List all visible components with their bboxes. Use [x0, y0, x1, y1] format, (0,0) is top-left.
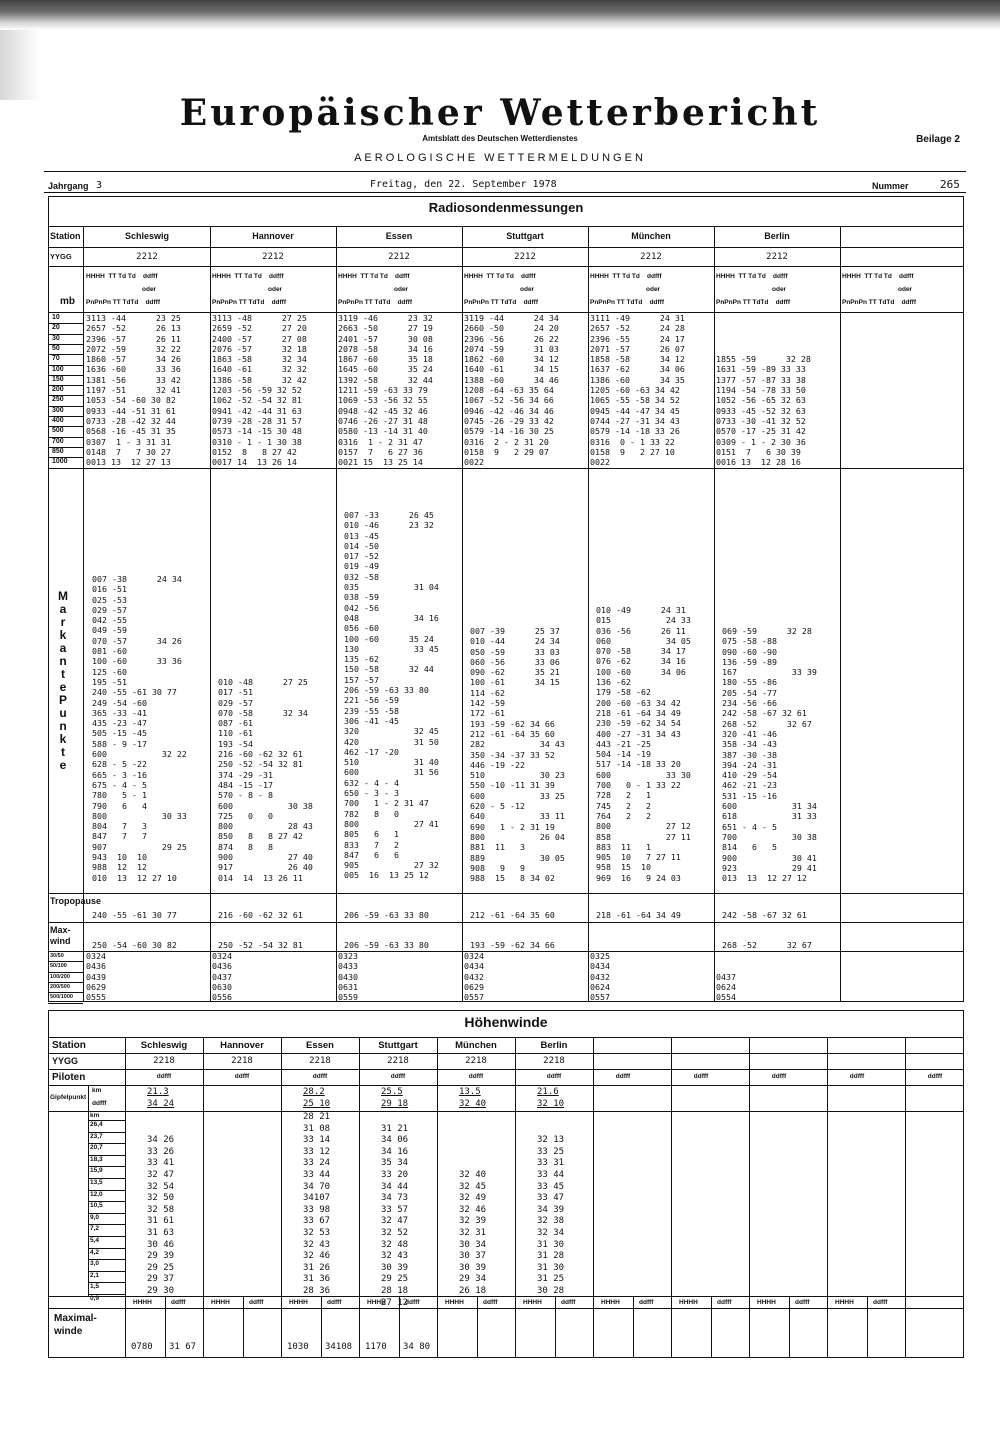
height-divider [88, 1178, 125, 1179]
winds-ddfff-head: ddfff [156, 1073, 172, 1080]
height-level: 2,1 [90, 1271, 100, 1279]
markante-punkte-letter: e [59, 758, 67, 772]
column-head-or: oder [394, 286, 409, 293]
yygg-value: 2212 [262, 252, 284, 262]
winds-ddfff-head: ddfff [927, 1073, 943, 1080]
summit-height: 25.5 [381, 1087, 403, 1097]
station-berlin: Berlin [764, 231, 790, 241]
yygg-value: 2212 [514, 252, 536, 262]
winds-yygg-value: 2218 [231, 1056, 253, 1066]
maximal-hhhh-head: HHHH [757, 1299, 776, 1306]
maximalwinde-label: Maximal-winde [54, 1313, 97, 1337]
stuttgart-special-points: 007 -39 25 37 010 -44 24 34 050 -59 33 03 060 -56 33 06 090 -62 35 21 100 -61 34 15 114 -62 142 -59 172 -61 193 -59 -62 34 66 212 -61 -64 35 60 282 34 43 350 -34 -37 33 52 446 -19 -22 510 30 23 550 -10 -11 31 39 600 33 25 620 - 5 -12 640 33 11 690 1 - 2 31 19 800 26 04 881 11 3 889 30 05 908 9 9 988 15 8 34 02 [470, 626, 565, 884]
gipfelpunkt-label: Gipfelpunkt [50, 1094, 87, 1101]
height-level: 9,0 [90, 1213, 100, 1221]
station-label: Station [50, 231, 81, 241]
level-divider [48, 395, 83, 396]
column-head-top: HHHH TT Td Td ddfff [842, 273, 914, 280]
maximal-divider [555, 1296, 556, 1358]
markante-punkte-letter: u [59, 706, 67, 720]
level-divider [48, 334, 83, 335]
height-divider [88, 1166, 125, 1167]
winds-station-name: Essen [306, 1040, 334, 1051]
column-head-or: oder [142, 286, 157, 293]
pressure-level: 200 [52, 386, 64, 394]
maxwind-value: 193 -59 -62 34 66 [470, 940, 555, 950]
header-rule-bottom [44, 192, 966, 193]
station-muenchen: München [631, 231, 671, 241]
height-divider [88, 1120, 125, 1121]
maximal-divider [399, 1296, 400, 1358]
level-divider [48, 354, 83, 355]
maximal-ddfff-head: ddfff [405, 1299, 420, 1306]
pressure-level: 250 [52, 396, 64, 404]
summit-height: 28.2 [303, 1087, 325, 1097]
schleswig-shear: 0324 0436 0439 0629 0555 [86, 951, 106, 1003]
level-divider [48, 344, 83, 345]
winds-ddfff-head: ddfff [312, 1073, 328, 1080]
yygg-label: YYGG [50, 252, 72, 261]
maximal-height: 1030 [287, 1342, 309, 1352]
level-divider [48, 437, 83, 438]
maximal-ddfff-head: ddfff [327, 1299, 342, 1306]
yygg-value: 2212 [388, 252, 410, 262]
summit-ddfff-label: ddfff [92, 1100, 107, 1107]
piloten-label: Piloten [52, 1072, 86, 1083]
berlin-special-points: 069 -59 32 28 075 -58 -88 090 -60 -90 136 -59 -89 167 33 39 180 -55 -86 205 -54 -77 234 -56 -66 242 -58 -67 32 61 268 -52 32 67 320 -41 -46 358 -34 -43 387 -30 -38 394 -24 -31 410 -29 -54 462 -21 -23 531 -15 -16 600 31 34 618 31 33 651 - 4 - 5 700 30 38 814 6 5 900 30 41 923 29 41 013 13 12 27 12 [722, 626, 817, 884]
winds-station-name: Berlin [540, 1040, 568, 1051]
maximal-wind: 34 80 [403, 1342, 431, 1352]
mb-label: mb [60, 296, 75, 307]
height-divider [88, 1155, 125, 1156]
wind-profile: 31 21 34 06 34 16 35 34 33 20 34 44 34 73 33 57 32 47 32 52 32 48 32 43 30 39 29 25 28 18 27 12 [381, 1123, 409, 1308]
winds-ddfff-head: ddfff [771, 1073, 787, 1080]
summit-height: 21.6 [537, 1087, 559, 1097]
column-head-bottom: PnPnPn TT TdTd ddfff [464, 299, 539, 306]
height-level: 20,7 [90, 1144, 103, 1152]
hannover-main-data: 3113 -48 27 25 2659 -52 27 20 2400 -57 27 08 2076 -57 32 18 1863 -58 32 34 1640 -61 32 32 1386 -58 32 42 1203 -56 -59 32 52 1062 -52 -54 32 81 0941 -42 -44 31 63 0739 -28 -28 31 57 0573 -14 -15 30 48 0310 - 1 - 1 30 38 0152 8 8 27 42 0017 14 13 26 14 [212, 313, 307, 468]
winds-station-label: Station [52, 1040, 86, 1051]
summit-wind: 29 18 [381, 1099, 409, 1109]
shear-layer-label: 30/50 [50, 953, 64, 959]
winds-station-name: Stuttgart [378, 1040, 418, 1051]
height-divider [88, 1132, 125, 1133]
summit-wind: 34 24 [147, 1099, 175, 1109]
level-divider [48, 447, 83, 448]
height-level: 26,4 [90, 1121, 103, 1128]
level-divider [48, 406, 83, 407]
maximal-ddfff-head: ddfff [561, 1299, 576, 1306]
column-head-top: HHHH TT Td Td ddfff [464, 273, 536, 280]
winds-yygg-label: YYGG [52, 1056, 79, 1066]
station-schleswig: Schleswig [124, 231, 169, 241]
level-divider [48, 416, 83, 417]
height-divider [88, 1259, 125, 1260]
height-divider [88, 1143, 125, 1144]
column-head-bottom: PnPnPn TT TdTd ddfff [716, 299, 791, 306]
height-divider [88, 1282, 125, 1283]
shear-layer-label: 200/500 [50, 983, 70, 990]
yygg-value: 2212 [766, 252, 788, 262]
maximal-hhhh-head: HHHH [835, 1299, 854, 1306]
pressure-level: 150 [52, 375, 64, 383]
maximal-wind: 34108 [325, 1342, 353, 1352]
section-title: AEROLOGISCHE WETTERMELDUNGEN [354, 152, 646, 164]
essen-shear: 0323 0433 0430 0631 0559 [338, 951, 358, 1003]
pressure-level: 70 [52, 355, 60, 363]
level-divider [48, 457, 83, 458]
number-label: Nummer [872, 181, 909, 191]
shear-divider [48, 972, 83, 973]
winds-ddfff-head: ddfff [468, 1073, 484, 1080]
muenchen-main-data: 3111 -49 24 31 2657 -52 24 28 2396 -55 24 17 2071 -57 26 07 1858 -58 34 12 1637 -62 34 06 1386 -60 34 35 1205 -60 -63 34 42 1065 -55 -58 34 52 0945 -44 -47 34 45 0744 -27 -31 34 43 0579 -14 -18 33 26 0316 0 - 1 33 22 0158 9 2 27 10 0022 [590, 313, 685, 468]
column-head-or: oder [772, 286, 787, 293]
page-title: Europäischer Wetterbericht [179, 92, 821, 134]
winds-ddfff-head: ddfff [390, 1073, 406, 1080]
height-level: 1,5 [90, 1283, 100, 1291]
maximal-hhhh-head: HHHH [289, 1299, 308, 1306]
column-head-top: HHHH TT Td Td ddfff [716, 273, 788, 280]
shear-layer-label: 50/100 [50, 963, 67, 970]
markante-punkte-letter: a [59, 602, 67, 616]
markante-punkte-letter: n [59, 654, 67, 668]
summit-height: 21.3 [147, 1087, 169, 1097]
height-level: 18,3 [90, 1155, 103, 1163]
pressure-level: 10 [52, 314, 60, 321]
maxwind-value: 250 -54 -60 30 82 [92, 940, 177, 950]
wind-profile: 34 26 33 26 33 41 32 47 32 54 32 50 32 58 31 61 31 63 30 46 29 39 29 25 29 37 29 30 [147, 1135, 175, 1296]
column-head-top: HHHH TT Td Td ddfff [590, 273, 662, 280]
maximal-ddfff-head: ddfff [795, 1299, 810, 1306]
maximal-divider [633, 1296, 634, 1358]
stuttgart-shear: 0324 0434 0432 0629 0557 [464, 951, 484, 1003]
wind-profile: 32 40 32 45 32 49 32 46 32 39 32 31 30 34 30 37 30 39 29 34 26 18 [459, 1169, 487, 1296]
winds-station-name: Hannover [220, 1040, 264, 1051]
markante-punkte-letter: t [61, 745, 65, 759]
maximal-ddfff-head: ddfff [483, 1299, 498, 1306]
hannover-shear: 0324 0436 0437 0630 0556 [212, 951, 232, 1003]
markante-punkte-letter: M [58, 589, 68, 603]
level-divider [48, 385, 83, 386]
summit-km-label: km [92, 1087, 102, 1094]
height-level: 13,5 [90, 1179, 103, 1186]
markante-punkte-letter: r [60, 615, 66, 629]
essen-main-data: 3119 -46 23 32 2663 -50 27 19 2401 -57 30 08 2078 -58 34 16 1867 -60 35 18 1645 -60 35 24 1392 -58 32 44 1211 -59 -63 33 79 1069 -53 -56 32 55 0948 -42 -45 32 46 0746 -26 -27 31 48 0580 -13 -14 31 40 0316 1 - 2 31 47 0157 7 6 27 36 0021 15 13 25 14 [338, 313, 433, 468]
station-hannover: Hannover [252, 231, 294, 241]
column-head-bottom: PnPnPn TT TdTd ddfff [842, 299, 917, 306]
tropopause-value: 212 -61 -64 35 60 [470, 910, 555, 920]
height-level: 15,9 [90, 1167, 103, 1175]
tropopause-value: 242 -58 -67 32 61 [722, 910, 807, 920]
winds-ddfff-head: ddfff [615, 1073, 631, 1080]
supplement-label: Beilage 2 [916, 134, 960, 145]
summit-wind: 32 40 [459, 1099, 487, 1109]
tropopause-value: 216 -60 -62 32 61 [218, 910, 303, 920]
level-divider [48, 323, 83, 324]
yygg-value: 2212 [640, 252, 662, 262]
winds-ddfff-head: ddfff [234, 1073, 250, 1080]
maxwind-value: 206 -59 -63 33 80 [344, 940, 429, 950]
maximal-ddfff-head: ddfff [717, 1299, 732, 1306]
winds-yygg-value: 2218 [543, 1056, 565, 1066]
height-divider [88, 1236, 125, 1237]
maximal-ddfff-head: ddfff [171, 1299, 186, 1306]
maximal-hhhh-head: HHHH [679, 1299, 698, 1306]
column-head-bottom: PnPnPn TT TdTd ddfff [338, 299, 413, 306]
column-head-top: HHHH TT Td Td ddfff [86, 273, 158, 280]
shear-divider [48, 1003, 83, 1004]
schleswig-main-data: 3113 -44 23 25 2657 -52 26 13 2396 -57 26 11 2072 -59 32 22 1860 -57 34 26 1636 -60 33 36 1381 -56 33 42 1197 -51 32 41 1053 -54 -60 30 82 0933 -44 -51 31 61 0733 -28 -42 32 44 0568 -16 -45 31 35 0307 1 - 3 31 31 0148 7 7 30 27 0013 13 12 27 13 [86, 313, 181, 468]
height-km-label: km [90, 1112, 100, 1119]
maxwind-value: 250 -52 -54 32 81 [218, 940, 303, 950]
station-essen: Essen [385, 231, 413, 241]
markante-punkte-letter: P [58, 693, 67, 707]
height-level: 23,7 [90, 1132, 103, 1140]
level-divider [48, 426, 83, 427]
muenchen-special-points: 010 -49 24 31 015 24 33 036 -56 26 11 060 34 05 070 -58 34 17 076 -62 34 16 100 -60 34 06 136 -62 179 -58 -62 200 -60 -63 34 42 218 -61 -64 34 49 230 -59 -62 34 54 400 -27 -31 34 43 443 -21 -25 504 -14 -19 517 -14 -18 33 20 600 33 30 700 0 - 1 33 22 728 2 1 745 2 2 764 2 2 800 27 12 858 27 11 883 11 1 905 10 7 27 11 958 15 10 969 16 9 24 03 [596, 605, 691, 883]
maximal-hhhh-head: HHHH [523, 1299, 542, 1306]
maximal-hhhh-head: HHHH [367, 1299, 386, 1306]
maximal-hhhh-head: HHHH [211, 1299, 230, 1306]
berlin-main-data: 1855 -59 32 28 1631 -59 -89 33 33 1377 -57 -87 33 38 1194 -54 -78 33 50 1052 -56 -65 32 63 0933 -45 -52 32 63 0733 -30 -41 32 52 0570 -17 -25 31 42 0309 - 1 - 2 30 36 0151 7 6 30 39 0016 13 12 28 16 [716, 354, 811, 468]
maximal-divider [165, 1296, 166, 1358]
level-divider [48, 375, 83, 376]
height-level: 7,2 [90, 1225, 100, 1233]
winds-title: Höhenwinde [464, 1014, 548, 1030]
pressure-level: 500 [52, 427, 64, 435]
height-divider [88, 1271, 125, 1272]
maximal-ddfff-head: ddfff [249, 1299, 264, 1306]
schleswig-special-points: 007 -38 24 34 016 -51 025 -53 029 -57 042 -55 049 -59 070 -57 34 26 081 -60 100 -60 33 36 125 -60 195 -51 240 -55 -61 30 77 249 -54 -60 365 -33 -41 435 -23 -47 505 -15 -45 588 - 9 -17 600 32 22 628 - 5 -22 665 - 3 -16 675 - 4 - 5 780 5 - 1 790 6 4 800 30 33 804 7 3 847 7 7 907 29 25 943 10 10 988 12 12 010 13 12 27 10 [92, 574, 187, 883]
height-divider [88, 1248, 125, 1249]
maxwind-value: 268 -52 32 67 [722, 940, 812, 950]
winds-station-name: Schleswig [140, 1040, 188, 1051]
maximal-divider [867, 1296, 868, 1358]
radiosonde-title: Radiosondenmessungen [428, 200, 584, 215]
maxwind-label: Max-wind [50, 925, 71, 946]
height-divider [88, 1190, 125, 1191]
tropopause-value: 206 -59 -63 33 80 [344, 910, 429, 920]
winds-ddfff-head: ddfff [693, 1073, 709, 1080]
subtitle: Amtsblatt des Deutschen Wetterdienstes [422, 134, 578, 143]
pressure-level: 50 [52, 344, 60, 352]
height-divider [88, 1201, 125, 1202]
height-level: 4,2 [90, 1248, 100, 1256]
header-rule-top [44, 171, 966, 172]
markante-punkte-letter: t [61, 667, 65, 681]
markante-punkte-label [56, 590, 70, 772]
winds-yygg-value: 2218 [153, 1056, 175, 1066]
height-divider [88, 1213, 125, 1214]
maximal-wind: 31 67 [169, 1342, 197, 1352]
markante-punkte-letter: n [59, 719, 67, 733]
markante-punkte-letter: k [59, 628, 67, 642]
station-stuttgart: Stuttgart [506, 231, 544, 241]
pressure-level: 700 [52, 437, 64, 445]
height-divider [88, 1224, 125, 1225]
column-head-or: oder [646, 286, 661, 293]
tropopause-value: 240 -55 -61 30 77 [92, 910, 177, 920]
height-level: 10,5 [90, 1202, 103, 1210]
pressure-level: 850 [52, 447, 64, 455]
pressure-level: 300 [52, 406, 64, 414]
summit-wind: 25 10 [303, 1099, 331, 1109]
issue-date: Freitag, den 22. September 1978 [370, 179, 557, 190]
maximal-hhhh-head: HHHH [445, 1299, 464, 1306]
pressure-level: 100 [52, 365, 64, 373]
markante-punkte-letter: e [59, 680, 67, 694]
height-level: 5,4 [90, 1237, 100, 1244]
tropopause-label: Tropopause [50, 896, 102, 906]
winds-yygg-value: 2218 [309, 1056, 331, 1066]
maximal-divider [789, 1296, 790, 1358]
winds-ddfff-head: ddfff [849, 1073, 865, 1080]
tropopause-value: 218 -61 -64 34 49 [596, 910, 681, 920]
maximal-ddfff-head: ddfff [639, 1299, 654, 1306]
level-divider [48, 365, 83, 366]
maximal-divider [321, 1296, 322, 1358]
muenchen-shear: 0325 0434 0432 0624 0557 [590, 951, 610, 1003]
stuttgart-main-data: 3119 -44 24 34 2660 -50 24 20 2396 -56 26 22 2074 -59 31 03 1862 -60 34 12 1640 -61 34 15 1388 -60 34 46 1208 -64 -63 35 64 1067 -52 -56 34 66 0946 -42 -46 34 46 0745 -26 -29 33 42 0579 -14 -16 30 25 0316 2 - 2 31 20 0158 9 2 29 07 0022 [464, 313, 559, 468]
pressure-level: 1000 [52, 458, 68, 466]
shear-divider [48, 982, 83, 983]
shear-divider [48, 992, 83, 993]
column-head-top: HHHH TT Td Td ddfff [212, 273, 284, 280]
column-head-bottom: PnPnPn TT TdTd ddfff [590, 299, 665, 306]
column-head-or: oder [520, 286, 535, 293]
maximal-divider [243, 1296, 244, 1358]
pressure-level: 30 [52, 334, 60, 342]
maximal-divider [711, 1296, 712, 1358]
column-head-bottom: PnPnPn TT TdTd ddfff [212, 299, 287, 306]
winds-yygg-value: 2218 [387, 1056, 409, 1066]
summit-wind: 32 10 [537, 1099, 565, 1109]
height-level: 3,0 [90, 1260, 100, 1268]
column-head-or: oder [268, 286, 283, 293]
shear-layer-label: 100/200 [50, 973, 70, 980]
column-head-bottom: PnPnPn TT TdTd ddfff [86, 299, 161, 306]
markante-punkte-letter: k [59, 732, 67, 746]
shear-divider [48, 961, 83, 962]
issue-number: 265 [940, 178, 960, 191]
maximal-height: 0780 [131, 1342, 153, 1352]
maximal-hhhh-head: HHHH [601, 1299, 620, 1306]
height-level: 0,9 [90, 1295, 100, 1302]
pressure-level: 400 [52, 417, 64, 424]
yygg-value: 2212 [136, 252, 158, 262]
berlin-shear: 0437 0624 0554 [716, 971, 736, 1003]
shear-layer-label: 500/1000 [50, 994, 73, 1001]
maximal-height: 1170 [365, 1342, 387, 1352]
winds-yygg-value: 2218 [465, 1056, 487, 1066]
essen-special-points: 007 -33 26 45 010 -46 23 32 013 -45 014 -50 017 -52 019 -49 032 -58 035 31 04 038 -59 042 -56 048 34 16 056 -60 100 -60 35 24 130 33 45 135 -62 150 -58 32 44 157 -57 206 -59 -63 33 80 221 -56 -59 239 -55 -58 306 -41 -45 320 32 45 420 31 50 462 -17 -20 510 31 40 600 31 56 632 - 4 - 4 650 - 3 - 3 700 1 - 2 31 47 782 8 0 800 27 41 805 6 1 833 7 2 847 6 6 905 27 32 005 16 13 25 12 [344, 510, 439, 881]
maximal-ddfff-head: ddfff [873, 1299, 888, 1306]
wind-profile: 32 13 33 25 33 31 33 44 33 45 33 47 34 39 32 38 32 34 31 30 31 28 31 30 31 25 30 28 [537, 1135, 565, 1296]
wind-profile: 28 21 31 08 33 14 33 12 33 24 33 44 34 70 34107 33 98 33 67 32 53 32 43 32 46 31 26 31 36 28 36 [303, 1112, 331, 1296]
scan-edge-top [0, 0, 1000, 30]
pressure-level: 20 [52, 324, 60, 332]
volume-value: 3 [96, 180, 103, 191]
maximal-hhhh-head: HHHH [133, 1299, 152, 1306]
height-level: 12,0 [90, 1190, 103, 1198]
summit-height: 13.5 [459, 1087, 481, 1097]
scan-edge-left [0, 30, 40, 100]
column-head-or: oder [898, 286, 913, 293]
height-divider [88, 1294, 125, 1295]
winds-ddfff-head: ddfff [546, 1073, 562, 1080]
winds-station-name: München [455, 1040, 497, 1051]
volume-label: Jahrgang [48, 181, 89, 191]
hannover-special-points: 010 -48 27 25 017 -51 029 -57 070 -58 32 34 087 -61 110 -61 193 -54 216 -60 -62 32 61 250 -52 -54 32 81 374 -29 -31 484 -15 -17 570 - 8 - 8 600 30 38 725 0 0 800 28 43 850 8 8 27 42 874 8 8 900 27 40 917 26 40 014 14 13 26 11 [218, 677, 313, 883]
markante-punkte-letter: a [59, 641, 67, 655]
maximal-divider [477, 1296, 478, 1358]
column-head-top: HHHH TT Td Td ddfff [338, 273, 410, 280]
